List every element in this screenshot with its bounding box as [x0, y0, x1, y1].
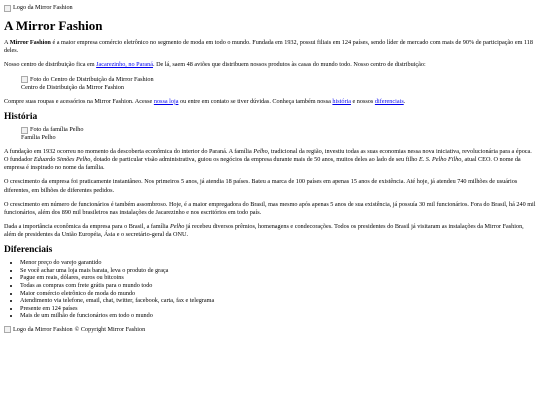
list-item: • Mais de um milhão de funcionários em todo o mundo	[20, 312, 536, 320]
logo-alt-text: Logo da Mirror Fashion	[13, 4, 73, 11]
history-paragraph-2: O crescimento da empresa foi praticamente instantâneo. Nos primeiros 5 anos, já atendia 18 países. Bateu a marca de 100 países em apenas 15 anos de existência. Até hoje, já atendeu 740 milhões de usuários diferentes, em bilhões de diferentes pedidos.	[4, 178, 518, 194]
differentials-heading: Diferenciais	[4, 244, 53, 255]
differentials-link[interactable]: diferenciais	[374, 97, 404, 105]
list-item: • Pague em reais, dólares, euros ou bitcoins	[20, 274, 536, 282]
family-photo	[21, 126, 536, 134]
differentials-list	[4, 259, 536, 320]
list-item: • Menor preço do varejo garantido	[20, 259, 536, 267]
broken-image-icon	[4, 5, 11, 12]
family-caption: Família Pelho	[21, 134, 56, 142]
brand-name: Mirror Fashion	[9, 39, 51, 47]
list-item: • Se você achar uma loja mais barata, leva o produto de graça	[20, 267, 536, 275]
footer	[4, 326, 536, 334]
page-title: A Mirror Fashion	[4, 18, 103, 34]
history-paragraph-1: A fundação em 1932 ocorreu no momento da descoberta econômica do interior do Paraná. A família Pelho, tradicional da região, investiu todas as suas economias nessa nova iniciativa, revolucionária para a época. O fundador Eduardo Simões Pelho, dotado de particular visão administrativa, guiou os negócios da empresa durante mais de 50 anos, muitos deles ao lado de seu filho E. S. Pelho Filho, atual CEO. O nome da empresa é inspirado no nome da família.	[4, 148, 532, 172]
header-logo	[4, 4, 536, 12]
list-item: • Atendimento via telefone, email, chat, twitter, facebook, carta, fax e telegrama	[20, 297, 536, 305]
history-paragraph-3: O crescimento em número de funcionários é também assombroso. Hoje, é a maior empregadora do Brasil, mas mesmo após apenas 5 anos de sua existência, já possuía 30 mil funcionários. Fora do Brasil, há 240 mil funcionários, além dos 890 mil brasileiros nas instalações de Jacarezinho e nos escritórios em todo país.	[4, 200, 536, 216]
photo-alt-text: Foto da família Pelho	[30, 126, 84, 134]
distribution-figure	[21, 76, 536, 92]
history-paragraph-4: Dada a importância econômica da empresa para o Brasil, a família Pelho já recebeu diversos prêmios, homenagens e condecorações. Todos os presidentes do Brasil já visitaram as instalações da Mirror Fashion, além de presidentes da União Européia, Ásia e o secretário-geral da ONU.	[4, 222, 524, 238]
list-item: • Presente em 124 países	[20, 305, 536, 313]
history-link[interactable]: história	[332, 97, 351, 105]
history-heading: História	[4, 111, 38, 122]
broken-image-icon	[21, 76, 28, 83]
list-item: • Todas as compras com frete grátis para o mundo todo	[20, 282, 536, 290]
distribution-photo	[21, 76, 536, 84]
broken-image-icon	[21, 127, 28, 134]
intro-paragraph: A Mirror Fashion é a maior empresa comércio eletrônico no segmento de moda em todo o mundo. Fundada em 1932, possui filiais em 124 países, sendo líder de mercado com mais de 90% de participação em 118 deles.	[4, 39, 533, 55]
broken-image-icon	[4, 326, 11, 333]
list-item: • Maior comércio eletrônico de moda do mundo	[20, 290, 536, 298]
footer-logo-alt: Logo da Mirror Fashion	[13, 325, 73, 333]
shop-paragraph: Compre suas roupas e acessórios na Mirror Fashion. Acesse nossa loja ou entre em contato se tiver dúvidas. Conheça também nossa história e nossos diferenciais.	[4, 97, 406, 105]
photo-alt-text: Foto do Centro de Distribuição da Mirror Fashion	[30, 75, 154, 83]
distribution-paragraph: Nosso centro de distribuição fica em Jacarezinho, no Paraná. De lá, saem 48 aviões que distribuem nossos produtos às casas do mundo todo. Nosso centro de distribuição:	[4, 61, 426, 69]
jacarezinho-link[interactable]: Jacarezinho, no Paraná	[96, 61, 153, 69]
family-figure	[21, 126, 536, 142]
copyright-text: © Copyright Mirror Fashion	[74, 325, 146, 333]
distribution-caption: Centro de Distribuição da Mirror Fashion	[21, 83, 124, 91]
store-link[interactable]: nossa loja	[153, 97, 179, 105]
